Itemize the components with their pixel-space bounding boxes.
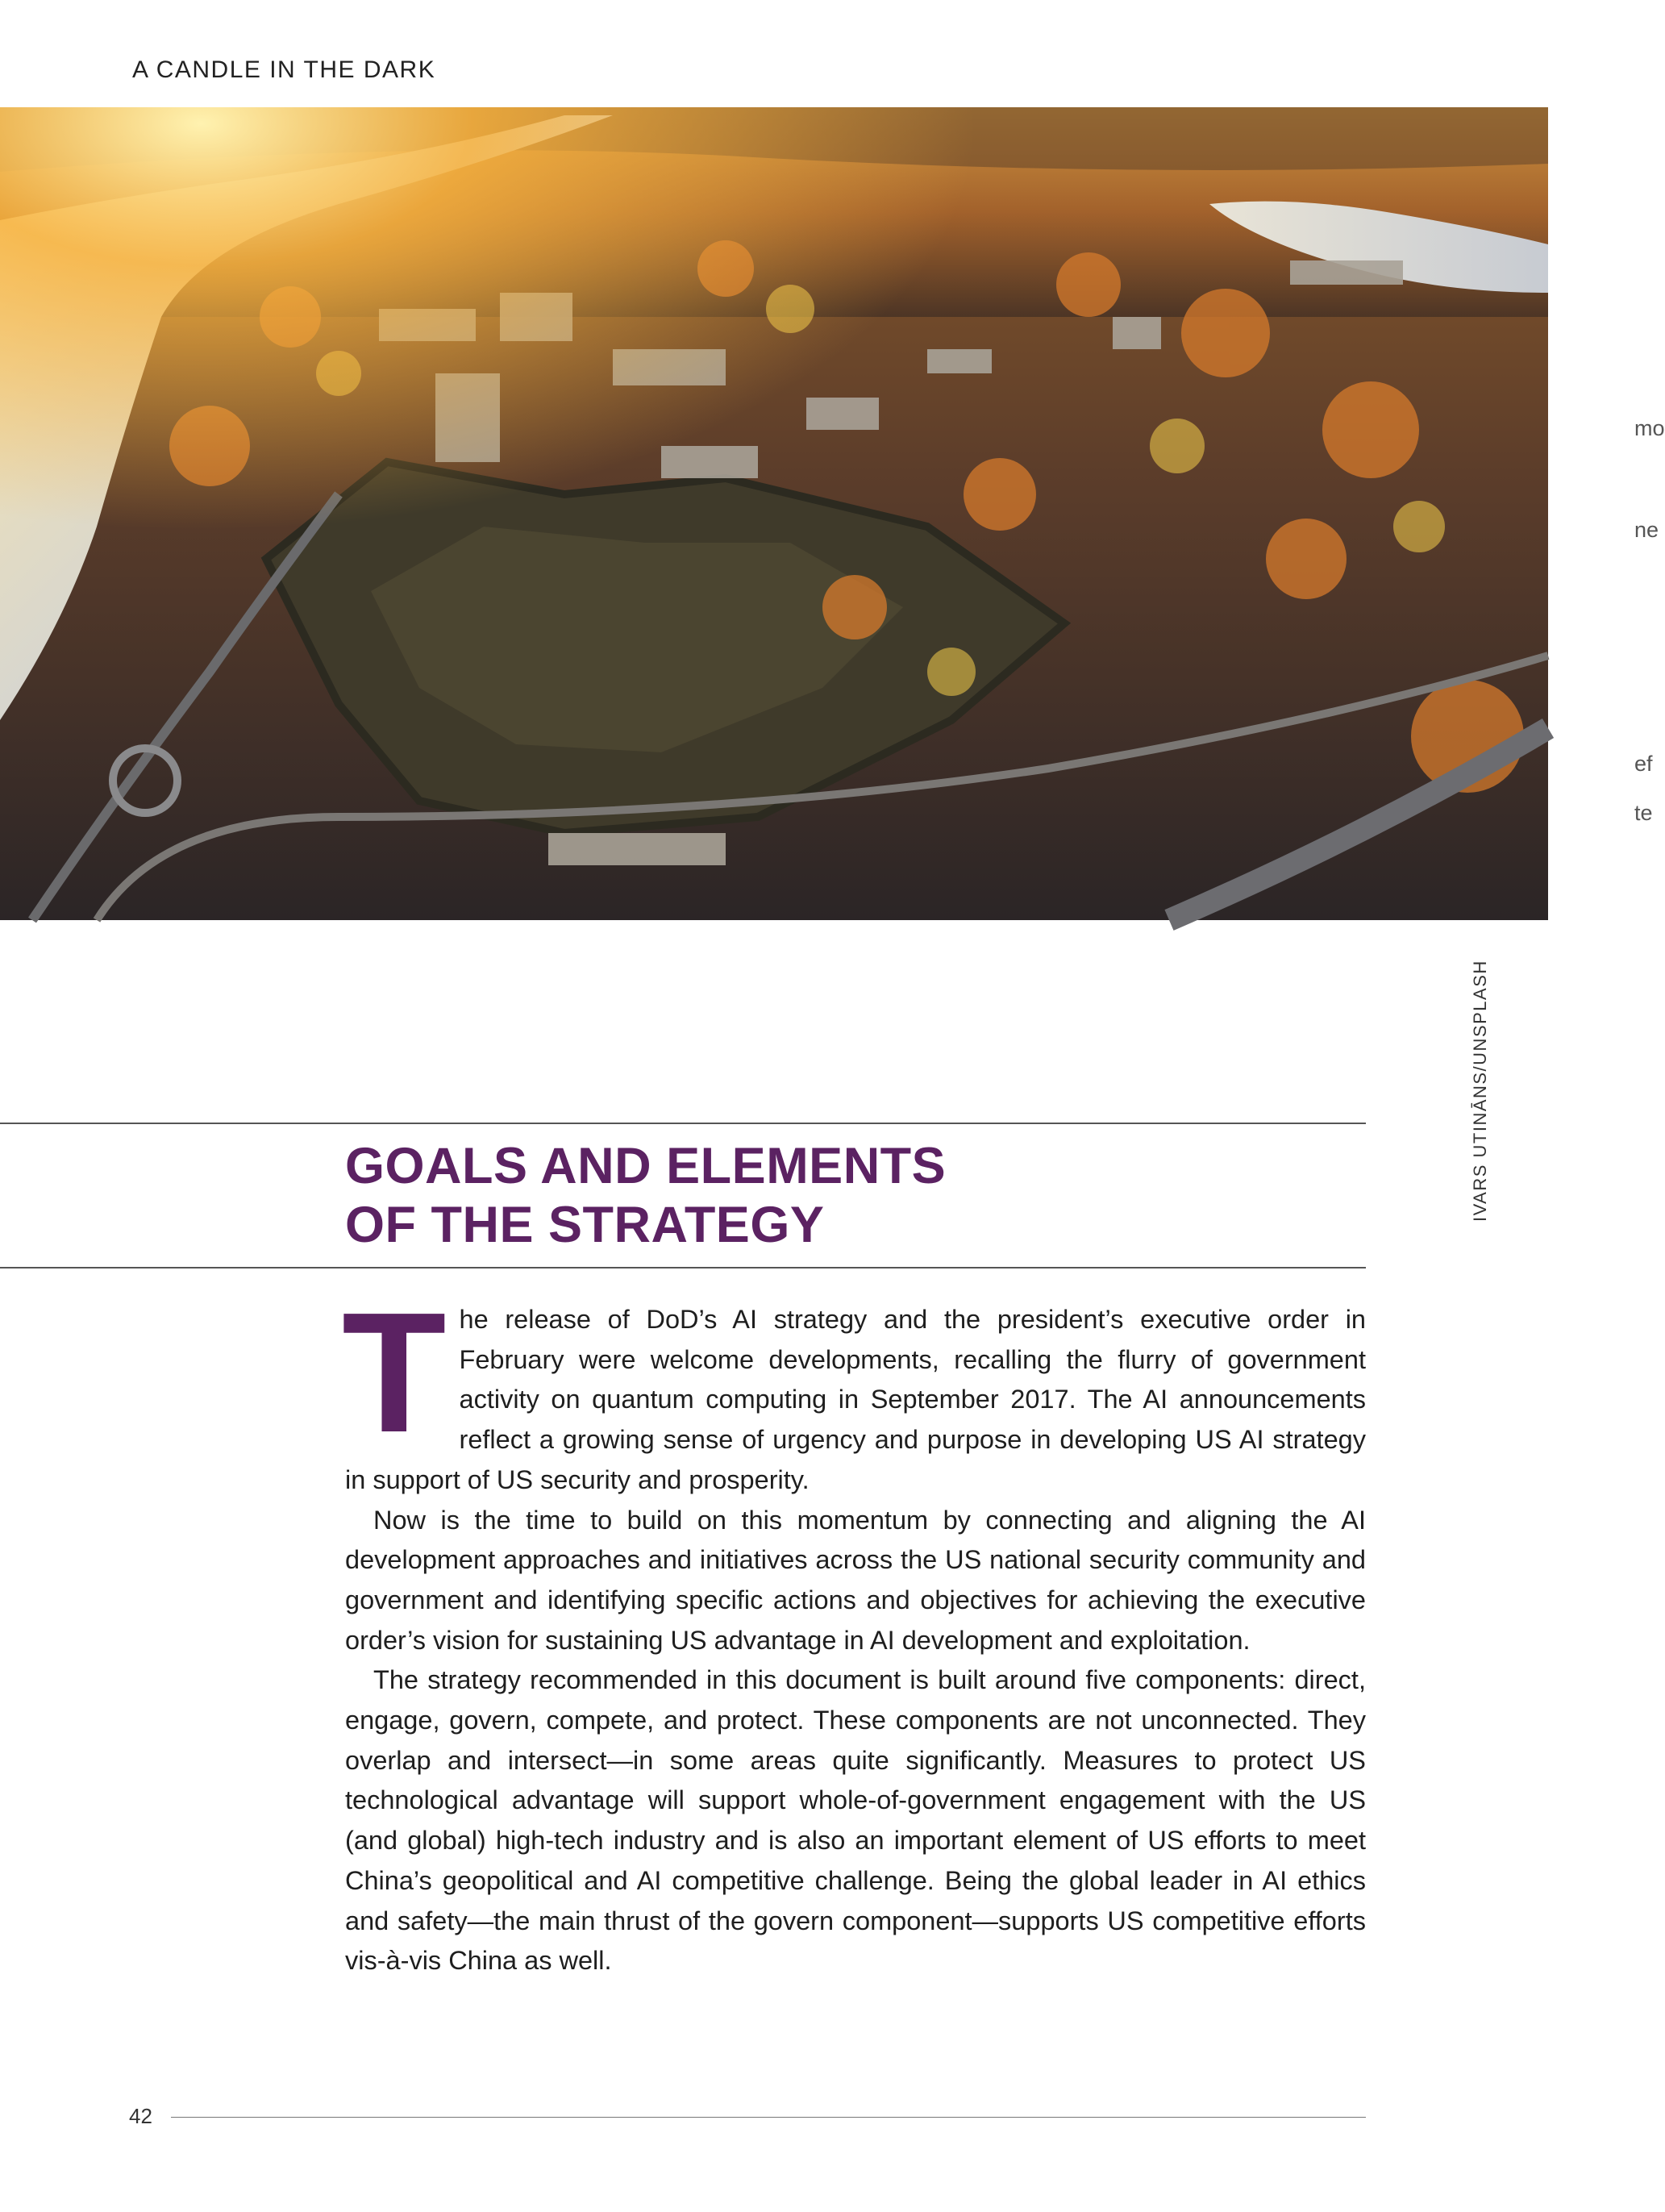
heading-line: GOALS AND ELEMENTS xyxy=(345,1138,947,1194)
cropped-text-fragment: ef xyxy=(1634,752,1653,776)
paragraph: Now is the time to build on this momentum by connecting and aligning the AI development approaches and initiatives across the US national security community and government and identifying specific actions and objectives for achieving the executive order’s vision for sustaining US advantage in AI development and exploitation. xyxy=(345,1505,1366,1655)
paragraph-text: he release of DoD’s AI strategy and the president’s executive order in February were welcome developments, recalling the flurry of government activity on quantum computing in September 2017. The AI announcements reflect a growing sense of urgency and purpose in developing US AI strategy in support of US security and prosperity. xyxy=(345,1305,1366,1494)
paragraph xyxy=(342,1277,1366,1501)
page-number: 42 xyxy=(129,2104,152,2128)
footer-rule xyxy=(171,2117,1366,2118)
photo-credit: IVARS UTINĀNS/UNSPLASH xyxy=(1470,960,1490,1222)
cropped-text-fragment: mo xyxy=(1634,416,1665,440)
paragraph: The strategy recommended in this document is built around five components: direct, engage, govern, compete, and protect. These components are not unconnected. They overlap and intersect—in some areas quite significantly. Measures to protect US technological advantage will support whole-of-government engagement with the US (and global) high-tech industry and is also an important element of US efforts to meet China’s geopolitical and AI competitive challenge. Being the global leader in AI ethics and safety—the main thrust of the govern component—supports US competitive efforts vis-à-vis China as well. xyxy=(345,1665,1366,1976)
drop-cap: T xyxy=(342,1277,447,1468)
heading-rule-bottom xyxy=(0,1267,1366,1268)
aerial-fortress-photo xyxy=(0,107,1548,920)
article-body xyxy=(342,1277,1366,1981)
heading-line: OF THE STRATEGY xyxy=(345,1197,825,1253)
heading-rule-top xyxy=(0,1123,1366,1124)
section-heading xyxy=(345,1137,1353,1255)
running-head: A CANDLE IN THE DARK xyxy=(132,56,436,83)
cropped-text-fragment: te xyxy=(1634,801,1653,825)
cropped-text-fragment: ne xyxy=(1634,518,1659,542)
photo-illustration xyxy=(0,107,1548,920)
